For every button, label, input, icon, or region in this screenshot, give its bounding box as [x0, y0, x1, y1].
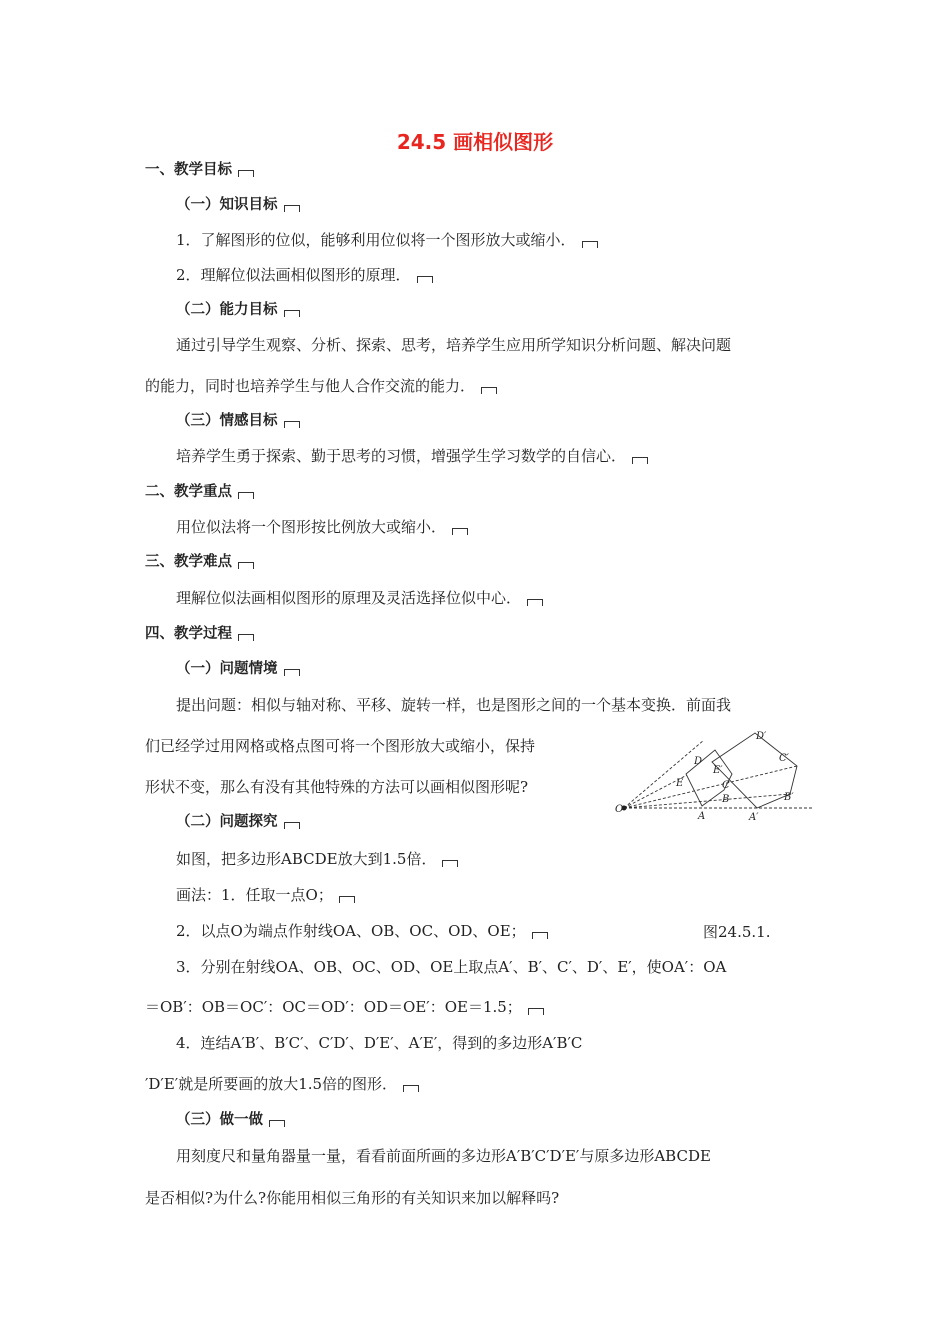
label-A: A — [698, 811, 706, 822]
paragraph-mark-icon — [417, 276, 433, 283]
paragraph-mark-icon — [284, 421, 300, 428]
paragraph-mark-icon — [238, 634, 254, 641]
label-C: C — [722, 780, 730, 791]
section-heading — [176, 300, 300, 320]
paragraph-mark-icon — [284, 669, 300, 676]
paragraph-mark-icon — [284, 205, 300, 212]
line-text: （一）问题情境 — [176, 661, 278, 677]
line-text: 用位似法将一个图形按比例放大或缩小． — [176, 518, 447, 536]
paragraph-line — [176, 517, 468, 537]
paragraph-line — [145, 777, 528, 797]
paragraph-line — [176, 446, 648, 466]
paragraph-line — [145, 1188, 559, 1208]
line-text: 3．分别在射线OA、OB、OC、OD、OE上取点A′、B′、C′、D′、E′，使OA′：OA — [176, 958, 727, 976]
line-text: 二、教学重点 — [145, 484, 232, 500]
paragraph-line — [145, 736, 535, 756]
paragraph-mark-icon — [284, 822, 300, 829]
line-text: （二）能力目标 — [176, 302, 278, 318]
paragraph-line — [176, 335, 731, 355]
paragraph-line — [145, 997, 544, 1017]
paragraph-mark-icon — [532, 932, 548, 939]
section-heading — [145, 552, 254, 572]
paragraph-line — [176, 265, 433, 285]
paragraph-line — [176, 1146, 711, 1166]
line-text: （二）问题探究 — [176, 814, 278, 830]
paragraph-line — [176, 921, 548, 941]
label-D: D — [694, 756, 703, 767]
paragraph-mark-icon — [481, 387, 497, 394]
line-text: 如图，把多边形ABCDE放大到1.5倍． — [176, 850, 437, 868]
paragraph-mark-icon — [527, 599, 543, 606]
paragraph-line — [176, 695, 731, 715]
label-B: B — [722, 794, 730, 805]
paragraph-line — [145, 1074, 419, 1094]
paragraph-mark-icon — [442, 860, 458, 867]
line-text: 通过引导学生观察、分析、探索、思考，培养学生应用所学知识分析问题、解决问题 — [176, 336, 732, 354]
paragraph-line — [176, 885, 355, 905]
section-heading — [145, 160, 254, 180]
section-heading — [176, 195, 300, 215]
line-text: ′D′E′就是所要画的放大1.5倍的图形． — [145, 1075, 398, 1093]
section-heading — [176, 411, 300, 431]
paragraph-line — [176, 588, 543, 608]
label-O: O — [615, 804, 624, 815]
paragraph-mark-icon — [403, 1085, 419, 1092]
section-heading — [145, 624, 254, 644]
line-text: （三）做一做 — [176, 1112, 263, 1128]
homothety-figure — [612, 728, 827, 823]
label-C-prime: C′ — [779, 753, 789, 764]
line-text: 提出问题：相似与轴对称、平移、旋转一样，也是图形之间的一个基本变换．前面我 — [176, 696, 732, 714]
line-text: 四、教学过程 — [145, 626, 232, 642]
paragraph-mark-icon — [238, 170, 254, 177]
paragraph-mark-icon — [528, 1008, 544, 1015]
line-text: 一、教学目标 — [145, 162, 232, 178]
paragraph-mark-icon — [339, 896, 355, 903]
line-text: 理解位似法画相似图形的原理及灵活选择位似中心． — [176, 589, 522, 607]
section-heading — [145, 482, 254, 502]
paragraph-mark-icon — [582, 241, 598, 248]
line-text: 的能力，同时也培养学生与他人合作交流的能力． — [145, 377, 476, 395]
paragraph-line — [176, 1033, 582, 1053]
figure-caption: 图24.5.1. — [703, 923, 771, 941]
line-text: 形状不变，那么有没有其他特殊的方法可以画相似图形呢? — [145, 778, 529, 796]
paragraph-mark-icon — [284, 310, 300, 317]
section-heading — [176, 1110, 285, 1130]
section-heading — [176, 659, 300, 679]
line-text: 们已经学过用网格或格点图可将一个图形放大或缩小，保持 — [145, 737, 536, 755]
line-text: 是否相似?为什么?你能用相似三角形的有关知识来加以解释吗? — [145, 1189, 560, 1207]
line-text: 4．连结A′B′、B′C′、C′D′、D′E′、A′E′，得到的多边形A′B′C — [176, 1034, 583, 1052]
paragraph-mark-icon — [452, 528, 468, 535]
paragraph-mark-icon — [238, 562, 254, 569]
line-text: 2．以点O为端点作射线OA、OB、OC、OD、OE； — [176, 922, 526, 940]
paragraph-mark-icon — [632, 457, 648, 464]
page-title: 24.5 画相似图形 — [396, 130, 554, 154]
line-text: （一）知识目标 — [176, 197, 278, 213]
line-text: （三）情感目标 — [176, 413, 278, 429]
paragraph-mark-icon — [269, 1120, 285, 1127]
paragraph-line — [176, 849, 458, 869]
line-text: ＝OB′：OB＝OC′：OC＝OD′：OD＝OE′：OE＝1.5； — [145, 998, 522, 1016]
label-A-prime: A′ — [749, 812, 759, 823]
paragraph-mark-icon — [238, 492, 254, 499]
paragraph-line — [176, 957, 726, 977]
line-text: 画法：1．任取一点O； — [176, 886, 333, 904]
label-E: E — [676, 778, 684, 789]
label-D-prime: D′ — [756, 731, 767, 742]
line-text: 三、教学难点 — [145, 554, 232, 570]
label-E-prime: E′ — [713, 765, 723, 776]
paragraph-line — [145, 376, 497, 396]
line-text: 1．了解图形的位似，能够利用位似将一个图形放大或缩小． — [176, 231, 576, 249]
line-text: 2．理解位似法画相似图形的原理． — [176, 266, 411, 284]
line-text: 用刻度尺和量角器量一量，看看前面所画的多边形A′B′C′D′E′与原多边形ABCDE — [176, 1147, 711, 1165]
section-heading — [176, 812, 300, 832]
line-text: 培养学生勇于探索、勤于思考的习惯，增强学生学习数学的自信心． — [176, 447, 627, 465]
label-B-prime: B′ — [784, 792, 794, 803]
paragraph-line — [176, 230, 598, 250]
